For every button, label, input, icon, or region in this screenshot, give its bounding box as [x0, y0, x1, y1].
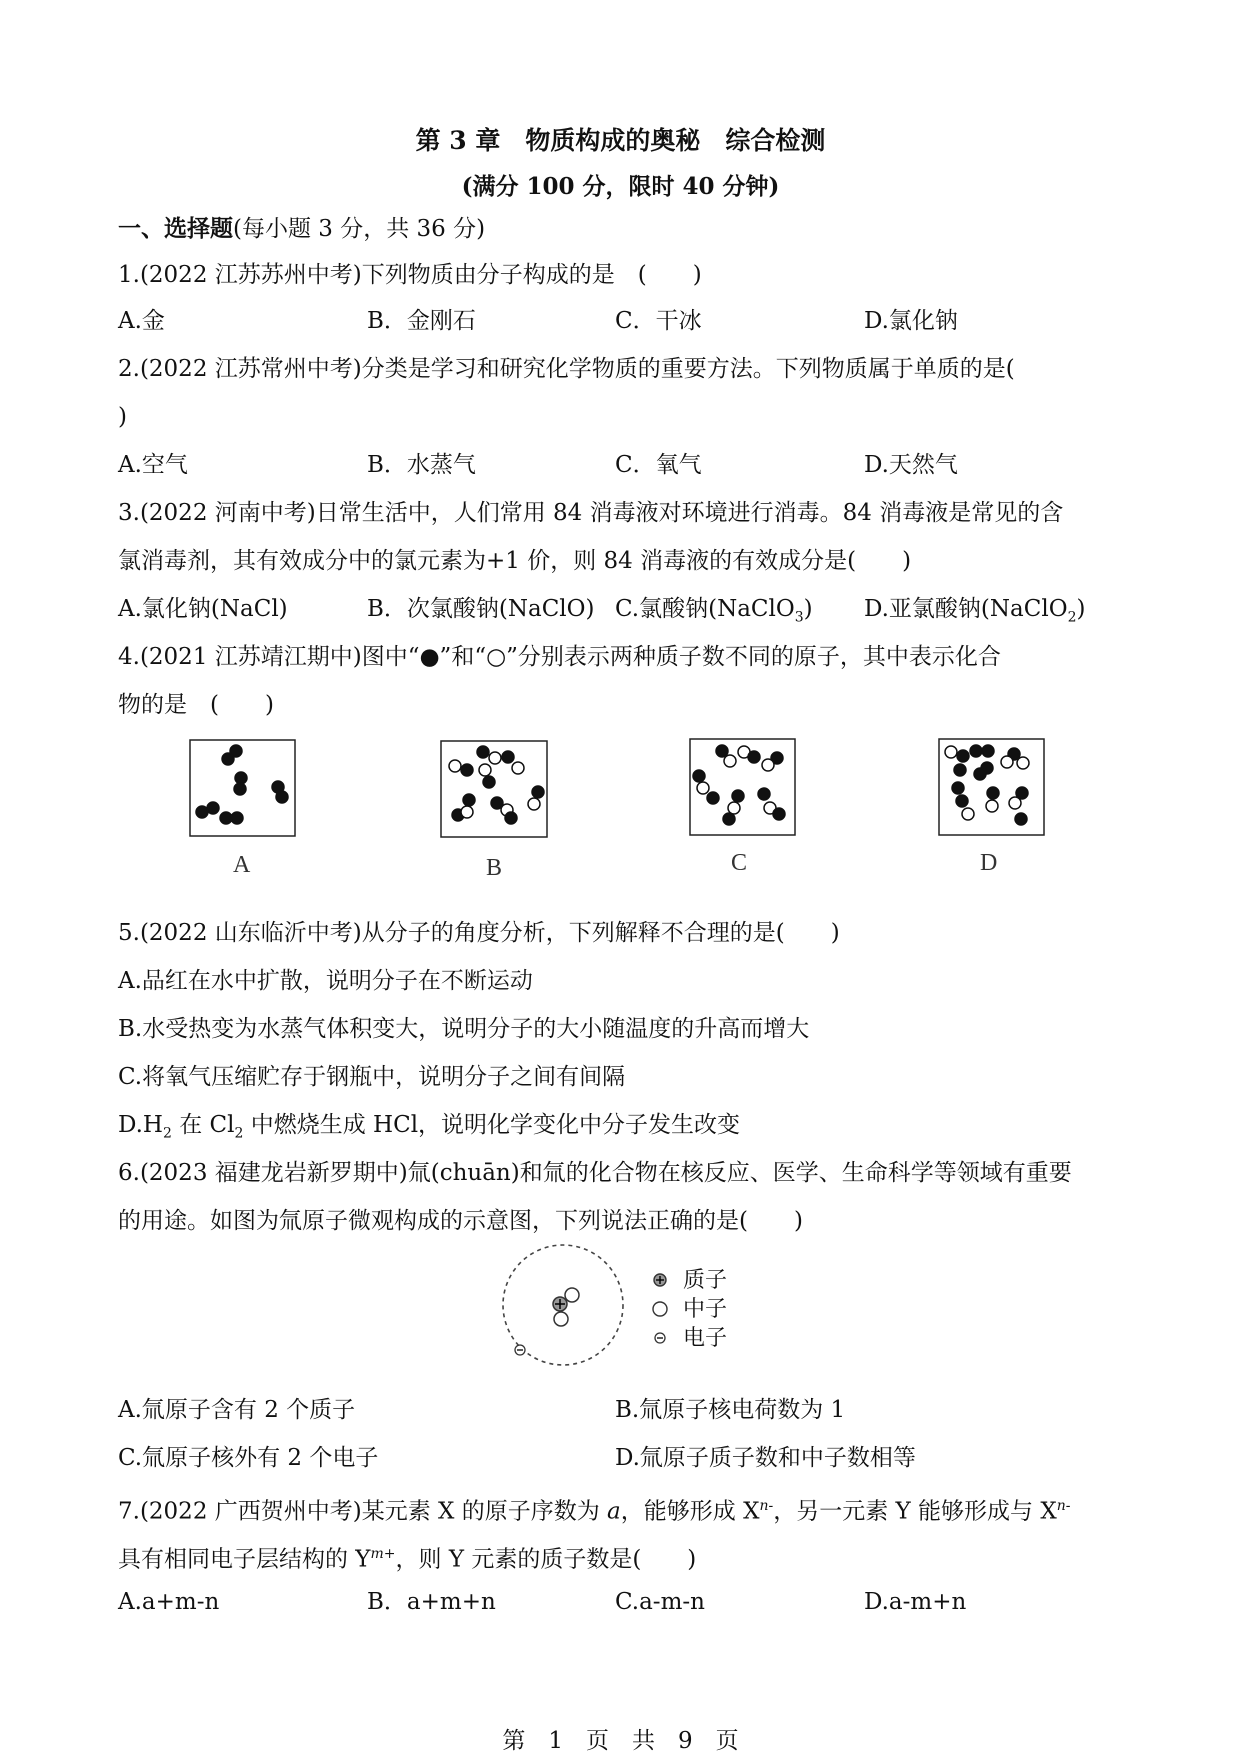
q3-option-d: D.亚氯酸钠(NaClO$_2$) [864, 596, 1086, 626]
q7-option-d: D.a-m+n [864, 1589, 967, 1615]
q1-option-d: D.氯化钠 [864, 308, 958, 334]
q7-option-a: A.a+m-n [118, 1589, 220, 1615]
q4-stem-line2: 物的是 ( ) [118, 692, 274, 718]
q1-option-c: C．干冰 [615, 308, 702, 334]
q3-option-b: B．次氯酸钠(NaClO) [367, 596, 595, 622]
q2-stem-line2: ) [118, 404, 127, 430]
page-subtitle: (满分 100 分，限时 40 分钟) [461, 173, 780, 200]
q7-option-c: C.a-m-n [615, 1589, 705, 1615]
legend-electron: 电子 [683, 1326, 728, 1351]
q6-option-c: C.氚原子核外有 2 个电子 [118, 1445, 379, 1471]
q4-figure-label-b: B [486, 855, 503, 881]
q3-option-a: A.氯化钠(NaCl) [118, 596, 288, 622]
page-title: 第 3 章 物质构成的奥秘 综合检测 [415, 126, 826, 155]
q6-stem-line2: 的用途。如图为氚原子微观构成的示意图，下列说法正确的是( ) [118, 1208, 803, 1234]
q2-option-a: A.空气 [118, 452, 188, 478]
section-note: (每小题 3 分，共 36 分) [233, 216, 486, 242]
q3-stem-line1: 3.(2022 河南中考)日常生活中，人们常用 84 消毒液对环境进行消毒。84 消毒液是常见的含 [118, 500, 1064, 526]
section-title: 一、选择题 [118, 215, 233, 242]
q5-stem: 5.(2022 山东临沂中考)从分子的角度分析，下列解释不合理的是( ) [118, 920, 840, 946]
q1-stem: 1.(2022 江苏苏州中考)下列物质由分子构成的是 ( ) [118, 262, 702, 288]
q5-option-a: A.品红在水中扩散，说明分子在不断运动 [118, 968, 533, 994]
q2-option-d: D.天然气 [864, 452, 958, 478]
q6-stem-line1: 6.(2023 福建龙岩新罗期中)氚(chuān)和氚的化合物在核反应、医学、生命科学等领域有重要 [118, 1160, 1072, 1186]
legend-proton: 质子 [683, 1268, 728, 1293]
q3-option-c: C.氯酸钠(NaClO$_3$) [615, 596, 813, 626]
q7-option-b: B．a+m+n [367, 1589, 496, 1615]
q2-option-b: B．水蒸气 [367, 452, 476, 478]
q4-figure-label-c: C [731, 850, 748, 876]
q6-option-b: B.氚原子核电荷数为 1 [615, 1397, 846, 1423]
q5-option-c: C.将氧气压缩贮存于钢瓶中，说明分子之间有间隔 [118, 1064, 626, 1090]
q5-option-b: B.水受热变为水蒸气体积变大，说明分子的大小随温度的升高而增大 [118, 1016, 810, 1042]
q1-option-b: B．金刚石 [367, 308, 476, 334]
section-heading [118, 214, 485, 244]
legend-neutron: 中子 [683, 1297, 728, 1322]
q5-option-d: $D.H_2$ 在 $Cl_2$ 中燃烧生成 HCl，说明化学变化中分子发生改变 [118, 1112, 741, 1142]
q3-stem-line2: 氯消毒剂，其有效成分中的氯元素为+1 价，则 84 消毒液的有效成分是( ) [118, 548, 912, 574]
q6-option-d: D.氚原子质子数和中子数相等 [615, 1445, 916, 1471]
q4-stem-line1: 4.(2021 江苏靖江期中)图中“●”和“○”分别表示两种质子数不同的原子，其中表示化合 [118, 644, 1001, 670]
q1-option-a: A.金 [118, 308, 165, 334]
q7-stem-line2: 具有相同电子层结构的 $Y^{m+}$，则 Y 元素的质子数是( ) [118, 1546, 697, 1573]
page-footer: 第 1 页 共 9 页 [502, 1728, 739, 1754]
q4-particle-figures [0, 730, 1241, 890]
q2-option-c: C．氧气 [615, 452, 702, 478]
q7-stem-line1: 7.(2022 广西贺州中考)某元素 X 的原子序数为 a，能够形成 $X^{n-}$，另一元素 Y 能够形成与 $X^{n-}$ [118, 1498, 1071, 1525]
q6-option-a: A.氚原子含有 2 个质子 [118, 1397, 356, 1423]
q4-figure-label-a: A [233, 852, 251, 878]
q4-figure-label-d: D [980, 850, 998, 876]
q2-stem-line1: 2.(2022 江苏常州中考)分类是学习和研究化学物质的重要方法。下列物质属于单质的是( [118, 356, 1015, 382]
